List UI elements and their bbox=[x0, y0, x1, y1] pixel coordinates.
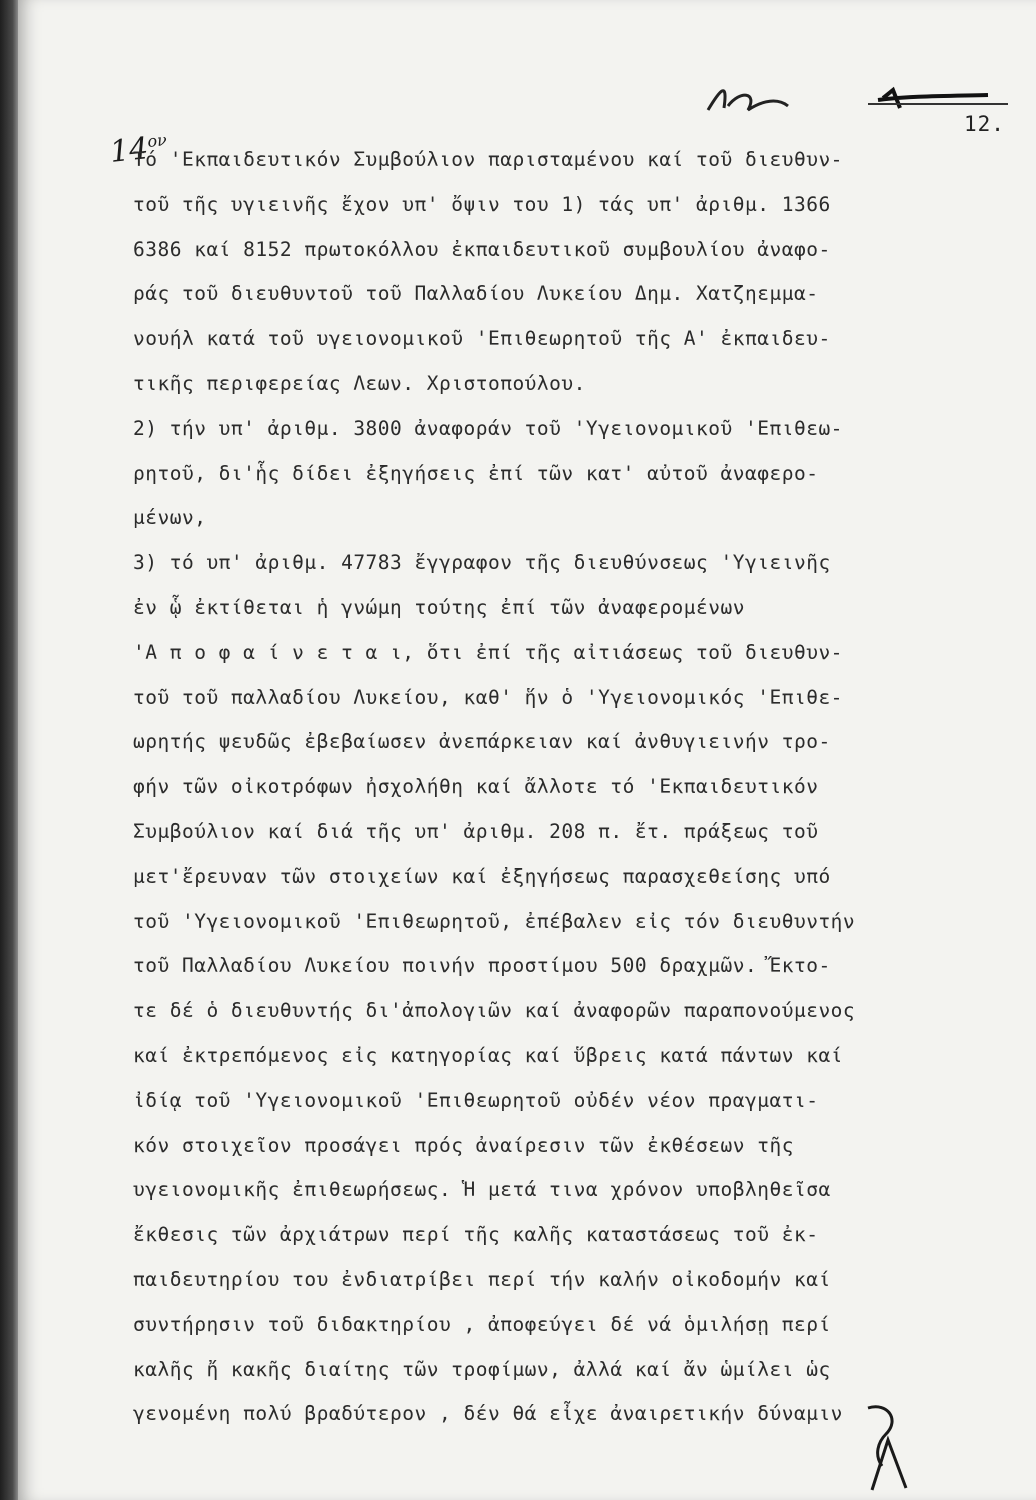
document-body bbox=[18, 0, 1036, 1500]
text-line: ωρητής ψευδῶς ἐβεβαίωσεν ἀνεπάρκειαν καί ἀνθυγιεινήν τρο- bbox=[133, 730, 831, 754]
text-line: μετ'ἔρευναν τῶν στοιχείων καί ἐξηγήσεως παρασχεθείσης υπό bbox=[133, 864, 831, 888]
text-line: ἔκθεσις τῶν ἀρχιάτρων περί τῆς καλῆς καταστάσεως τοῦ ἐκ- bbox=[133, 1223, 819, 1247]
text-line: φήν τῶν οἰκοτρόφων ἠσχολήθη καί ἄλλοτε τό 'Εκπαιδευτικόν bbox=[133, 775, 819, 799]
page-number: 12. bbox=[964, 112, 1005, 136]
text-line: τικῆς περιφερείας Λεων. Χριστοπούλου. bbox=[133, 372, 586, 395]
handwritten-initials bbox=[848, 1400, 918, 1495]
text-line: Συμβούλιον καί διά τῆς υπ' ἀριθμ. 208 π. ἔτ. πράξεως τοῦ bbox=[133, 820, 819, 843]
text-line: 6386 καί 8152 πρωτοκόλλου ἐκπαιδευτικοῦ συμβουλίου ἀναφο- bbox=[133, 237, 831, 261]
text-line: τοῦ τοῦ παλλαδίου Λυκείου, καθ' ἥν ὁ 'Υγειονομικός 'Επιθε- bbox=[133, 685, 843, 709]
text-line: 3) τό υπ' ἀριθμ. 47783 ἔγγραφον τῆς διευθύνσεως 'Υγιεινῆς bbox=[133, 551, 831, 575]
text-line: ἰδίᾳ τοῦ 'Υγειονομικοῦ 'Επιθεωρητοῦ οὐδέν νέον πραγματι- bbox=[133, 1088, 819, 1112]
text-line: 2) τήν υπ' ἀριθμ. 3800 ἀναφοράν τοῦ 'Υγειονομικοῦ 'Επιθεω- bbox=[133, 416, 843, 440]
text-line: ράς τοῦ διευθυντοῦ τοῦ Παλλαδίου Λυκείου Δημ. Χατζηεμμα- bbox=[133, 282, 819, 306]
text-line: μένων, bbox=[133, 506, 207, 530]
text-line: καί ἐκτρεπόμενος εἰς κατηγορίας καί ὕβρεις κατά πάντων καί bbox=[133, 1044, 843, 1067]
text-line: τοῦ τῆς υγιεινῆς ἔχον υπ' ὄψιν του 1) τάς υπ' ἀριθμ. 1366 bbox=[133, 192, 831, 216]
text-line: Τό 'Εκπαιδευτικόν Συμβούλιον παρισταμένου καί τοῦ διευθυν- bbox=[133, 148, 843, 171]
text-line: υγειονομικῆς ἐπιθεωρήσεως. Ἡ μετά τινα χρόνον υποβληθεῖσα bbox=[133, 1178, 831, 1202]
text-line: 'Α π ο φ α ί ν ε τ α ι, ὅτι ἐπί τῆς αἰτιάσεως τοῦ διευθυν- bbox=[133, 640, 843, 664]
text-line: γενομένη πολύ βραδύτερον , δέν θά εἶχε ἀναιρετικήν δύναμιν bbox=[133, 1402, 843, 1426]
text-line: νουήλ κατά τοῦ υγειονομικοῦ 'Επιθεωρητοῦ τῆς Α' ἐκπαιδευ- bbox=[133, 327, 831, 351]
text-line: συντήρησιν τοῦ διδακτηρίου , ἀποφεύγει δέ νά ὁμιλήσῃ περί bbox=[133, 1312, 831, 1336]
text-line: παιδευτηρίου του ἐνδιατρίβει περί τήν καλήν οἰκοδομήν καί bbox=[133, 1268, 831, 1291]
text-line: καλῆς ἤ κακῆς διαίτης τῶν τροφίμων, ἀλλά καί ἄν ὡμίλει ὡς bbox=[133, 1357, 831, 1381]
text-line: τε δέ ὁ διευθυντής δι'ἀπολογιῶν καί ἀναφορῶν παραπονούμενος bbox=[133, 999, 856, 1023]
text-line: ρητοῦ, δι'ἧς δίδει ἐξηγήσεις ἐπί τῶν κατ' αὐτοῦ ἀναφερο- bbox=[133, 461, 819, 485]
text-line: ἐν ᾧ ἐκτίθεται ἡ γνώμη τούτης ἐπί τῶν ἀναφερομένων bbox=[133, 596, 745, 619]
document-page bbox=[18, 0, 1036, 1500]
text-line: τοῦ 'Υγειονομικοῦ 'Επιθεωρητοῦ, ἐπέβαλεν εἰς τόν διευθυντήν bbox=[133, 909, 856, 933]
text-line: κόν στοιχεῖον προσάγει πρός ἀναίρεσιν τῶν ἐκθέσεων τῆς bbox=[133, 1133, 794, 1157]
margin-annotation: $14^{o\nu}$ bbox=[108, 130, 168, 170]
page-binding-edge bbox=[0, 0, 18, 1500]
text-line: τοῦ Παλλαδίου Λυκείου ποινήν προστίμου 500 δραχμῶν. Ἔκτο- bbox=[133, 954, 831, 978]
